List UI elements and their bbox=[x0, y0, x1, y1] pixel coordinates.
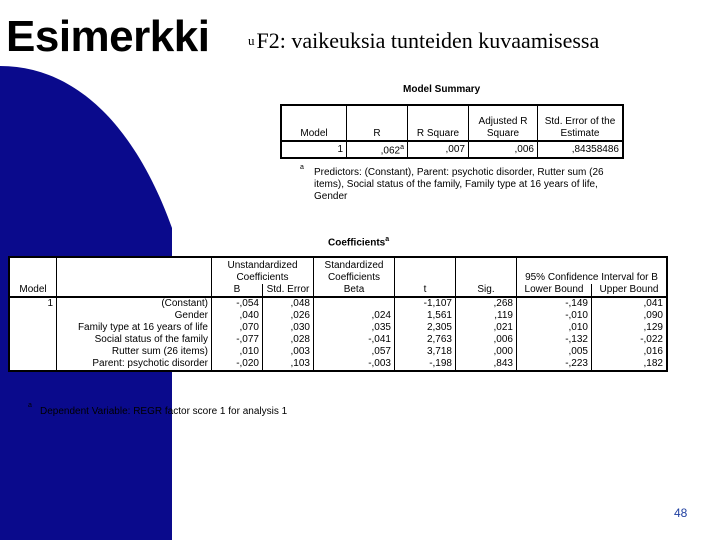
co-header-confidence: 95% Confidence Interval for B bbox=[517, 257, 668, 284]
model-summary-footnote: a Predictors: (Constant), Parent: psychotic disorder, Rutter sum (26 items), Social status of the family, Family type at 16 years of life, Gender bbox=[300, 164, 604, 202]
co-header-beta: Beta bbox=[314, 284, 395, 297]
table-row: Rutter sum (26 items) ,010 ,003 ,057 3,718 ,000 ,005 ,016 bbox=[9, 346, 667, 358]
coefficients-title: Coefficients$^a$ bbox=[328, 236, 390, 249]
ms-footnote-text: Predictors: (Constant), Parent: psychotic disorder, Rutter sum (26 items), Social status of the family, Family type at 16 years of life, Gender bbox=[314, 167, 604, 202]
ms-header-r: R bbox=[347, 105, 408, 141]
ms-row bbox=[281, 141, 623, 158]
co-header-unstandardized: Unstandardized Coefficients bbox=[212, 257, 314, 284]
ms-cell-stderror: ,84358486 bbox=[538, 141, 624, 158]
table-row: Social status of the family -,077 ,028 -,041 2,763 ,006 -,132 -,022 bbox=[9, 334, 667, 346]
table-row: Parent: psychotic disorder -,020 ,103 -,003 -,198 ,843 -,223 ,182 bbox=[9, 358, 667, 371]
ms-cell-model: 1 bbox=[281, 141, 347, 158]
bullet-icon: u bbox=[248, 33, 255, 48]
bullet-text: F2: vaikeuksia tunteiden kuvaamisessa bbox=[256, 28, 600, 53]
ms-cell-r: ,062$^a$ bbox=[347, 141, 408, 158]
ms-header-stderror: Std. Error of the Estimate bbox=[538, 105, 624, 141]
ms-header-adjusted: Adjusted R Square bbox=[469, 105, 538, 141]
co-header-t: t bbox=[395, 284, 456, 297]
ms-header-model: Model bbox=[281, 105, 347, 141]
co-header-stderror: Std. Error bbox=[263, 284, 314, 297]
ms-cell-rsquare: ,007 bbox=[408, 141, 469, 158]
model-summary-table bbox=[280, 104, 624, 159]
slide-bullet bbox=[248, 28, 599, 54]
table-row: 1 (Constant) -,054 ,048 -1,107 ,268 -,149 ,041 bbox=[9, 297, 667, 310]
table-row: Gender ,040 ,026 ,024 1,561 ,119 -,010 ,090 bbox=[9, 310, 667, 322]
co-header-standardized: Standardized Coefficients bbox=[314, 257, 395, 284]
co-header-b: B bbox=[212, 284, 263, 297]
slide-title: Esimerkki bbox=[6, 12, 210, 61]
table-row: Family type at 16 years of life ,070 ,030 ,035 2,305 ,021 ,010 ,129 bbox=[9, 322, 667, 334]
ms-cell-adjusted: ,006 bbox=[469, 141, 538, 158]
model-summary-title: Model Summary bbox=[403, 84, 481, 95]
co-footnote-text: Dependent Variable: REGR factor score 1 for analysis 1 bbox=[40, 406, 288, 417]
coefficients-table bbox=[8, 256, 668, 372]
ms-header-rsquare: R Square bbox=[408, 105, 469, 141]
co-header-upper: Upper Bound bbox=[592, 284, 668, 297]
co-header-model: Model bbox=[9, 284, 57, 297]
co-header-lower: Lower Bound bbox=[517, 284, 592, 297]
page-number: 48 bbox=[674, 506, 688, 520]
co-header-sig: Sig. bbox=[456, 284, 517, 297]
coefficients-footnote: a Dependent Variable: REGR factor score 1 for analysis 1 bbox=[28, 402, 288, 417]
